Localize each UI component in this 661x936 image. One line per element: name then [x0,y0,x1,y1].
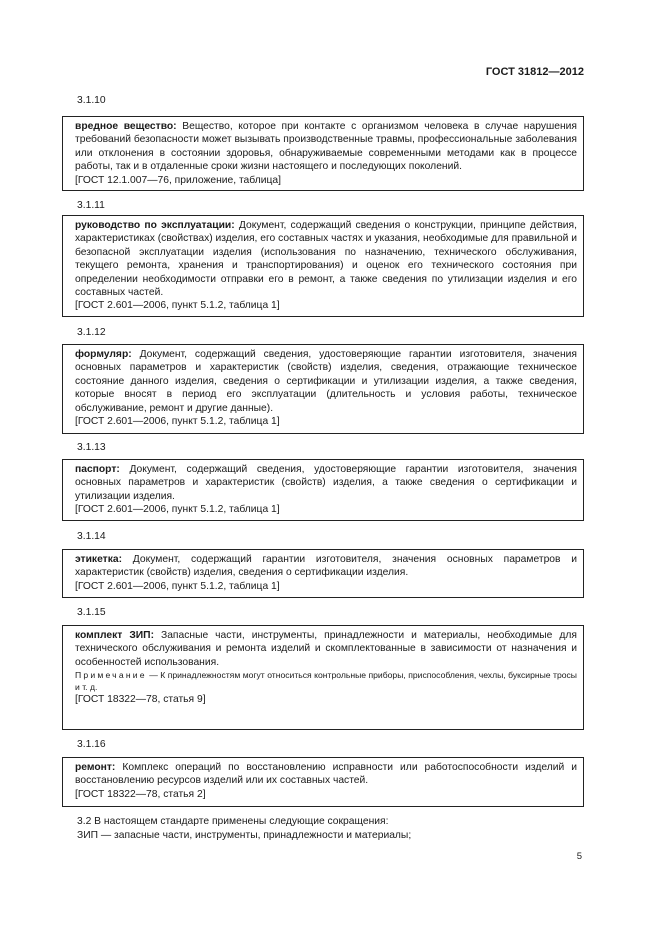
note-text: — К принадлежностям могут относиться контрольные приборы, приспособления, чехлы, буксирные тросы и т. д. [75,670,577,693]
source-reference: [ГОСТ 2.601—2006, пункт 5.1.2, таблица 1] [75,416,280,428]
term: этикетка: [75,554,123,565]
page-number: 5 [576,851,582,862]
source-reference: [ГОСТ 18322—78, статья 9] [75,694,206,706]
source-reference: [ГОСТ 2.601—2006, пункт 5.1.2, таблица 1] [75,504,280,516]
note [75,669,577,693]
definition-text: Вещество, которое при контакте с организмом человека в случае нарушения требований безопасности может вызывать производственные травмы, профессиональные заболевания или отклонения в состоянии здоровья, обнаруживаемые современными методами как в процессе работы, так и в отдаленные сроки жизни настоящего и последующих поколений. [75,121,577,173]
definition-text: Запасные части, инструменты, принадлежности и материалы, необходимые для технического обслуживания и ремонта изделий и скомплектованные в зависимости от назначения и особенностей использования. [75,630,577,668]
term: комплект ЗИП: [75,630,154,641]
term: ремонт: [75,762,116,773]
definition-box [62,549,584,598]
abbreviations-intro: 3.2 В настоящем стандарте применены следующие сокращения: [77,816,389,827]
entry-number: 3.1.15 [77,607,106,618]
entry-number: 3.1.13 [77,442,106,453]
term: паспорт: [75,464,120,475]
entry-number: 3.1.14 [77,531,106,542]
definition-box [62,215,584,317]
note-label: Примечание [75,670,147,681]
definition-box [62,116,584,191]
definition-box [62,625,584,730]
definition-box [62,344,584,434]
source-reference: [ГОСТ 12.1.007—76, приложение, таблица] [75,174,281,186]
definition-text: Документ, содержащий гарантии изготовителя, значения основных параметров и характеристик (свойств) изделия, сведения о сертификации изделия. [75,554,577,579]
source-reference: [ГОСТ 18322—78, статья 2] [75,788,206,800]
abbreviation-item: ЗИП — запасные части, инструменты, принадлежности и материалы; [77,830,412,841]
source-reference: [ГОСТ 2.601—2006, пункт 5.1.2, таблица 1] [75,300,280,312]
term: вредное вещество: [75,121,177,132]
term: формуляр: [75,349,132,360]
definition-box [62,459,584,521]
definition-text: Комплекс операций по восстановлению исправности или работоспособности изделий и восстановлению ресурсов изделий или их составных частей. [75,762,577,787]
entry-number: 3.1.10 [77,95,106,106]
definition-text: Документ, содержащий сведения о конструкции, принципе действия, характеристиках (свойствах) изделия, его составных частях и указания, необходимые для правильной и безопасной эксплуатации изделия (использования по назначению, технического обслуживания, текущего ремонта, хранения и транспортирования) и оценок его технического состояния при определении необходимости отправки его в ремонт, а также сведения по утилизации изделия и его составных частей. [75,220,577,299]
source-reference: [ГОСТ 2.601—2006, пункт 5.1.2, таблица 1] [75,580,280,592]
definition-text: Документ, содержащий сведения, удостоверяющие гарантии изготовителя, значения основных параметров и характеристик (свойств) изделия, сведения, отражающие техническое состояние данного изделия, сведения о сертификации и утилизации изделия, а также сведения, которые вносят в период его эксплуатации (длительность и условия работы, техническое обслуживание, ремонт и другие данные). [75,349,577,414]
entry-number: 3.1.12 [77,327,106,338]
definition-text: Документ, содержащий сведения, удостоверяющие гарантии изготовителя, значения основных параметров и характеристик (свойств) изделия, а также сведения о сертификации и утилизации изделия. [75,464,577,502]
term: руководство по эксплуатации: [75,220,235,231]
definition-box [62,757,584,807]
entry-number: 3.1.16 [77,739,106,750]
document-header: ГОСТ 31812—2012 [485,66,584,78]
entry-number: 3.1.11 [77,200,105,211]
